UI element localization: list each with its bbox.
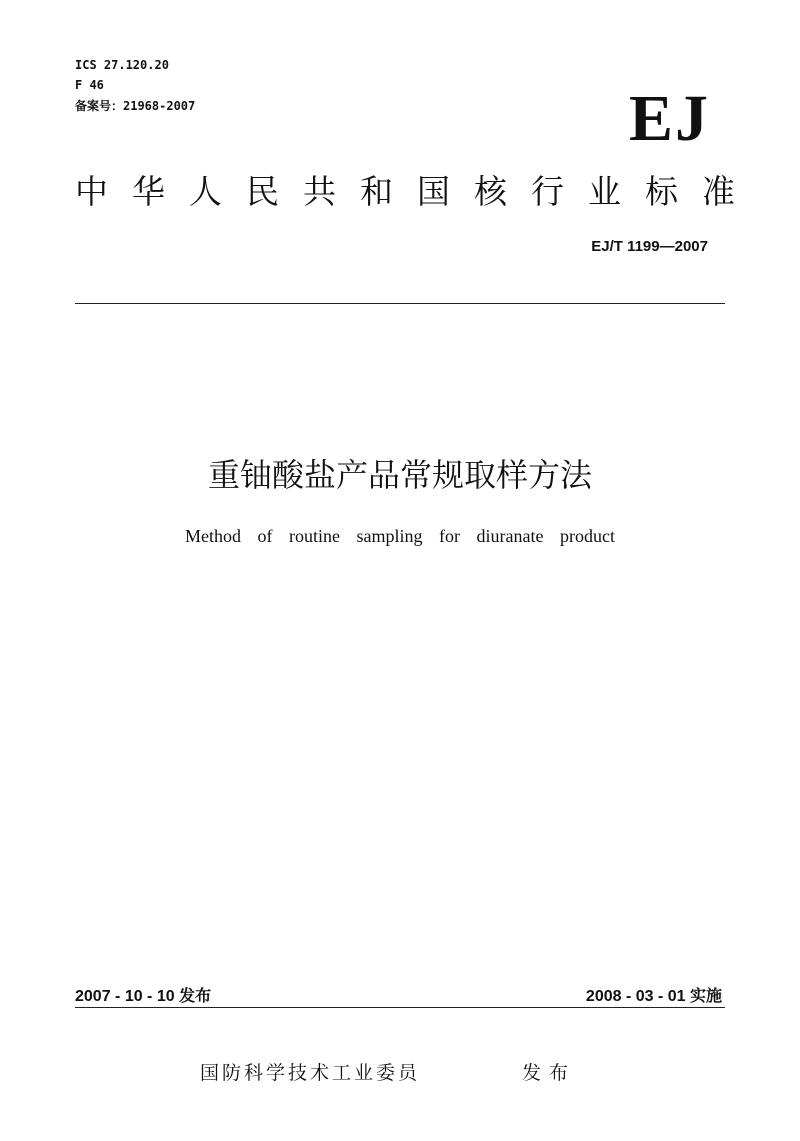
title-char: 核 xyxy=(474,172,507,211)
ej-logo: EJ xyxy=(628,82,710,155)
record-number: 备案号：21968-2007 xyxy=(75,99,196,113)
title-char: 标 xyxy=(645,172,678,211)
issue-date: 2007 - 10 - 10 发布 xyxy=(75,988,212,1005)
title-char: 民 xyxy=(246,172,279,211)
title-char: 和 xyxy=(360,172,393,211)
title-char: 准 xyxy=(702,172,735,211)
issuing-authority: 国防科学技术工业委员 xyxy=(200,1062,421,1084)
title-char: 行 xyxy=(531,172,564,211)
title-char: 共 xyxy=(303,172,336,211)
title-char: 国 xyxy=(417,172,450,211)
title-char: 华 xyxy=(132,172,165,211)
title-char: 人 xyxy=(189,172,222,211)
issuing-action: 发布 xyxy=(522,1062,577,1084)
standard-category-title xyxy=(75,172,735,212)
standard-code: EJ/T 1199—2007 xyxy=(591,238,708,255)
ics-number: ICS 27.120.20 xyxy=(75,58,169,72)
title-char: 中 xyxy=(75,172,108,211)
implementation-date: 2008 - 03 - 01 实施 xyxy=(585,988,722,1005)
classification-code: F 46 xyxy=(75,78,104,92)
header-divider xyxy=(75,303,725,304)
document-title-english: Method of routine sampling for diuranate product xyxy=(185,526,615,546)
document-title-chinese: 重铀酸盐产品常规取样方法 xyxy=(207,456,592,494)
title-char: 业 xyxy=(588,172,621,211)
footer-divider xyxy=(75,1007,725,1008)
